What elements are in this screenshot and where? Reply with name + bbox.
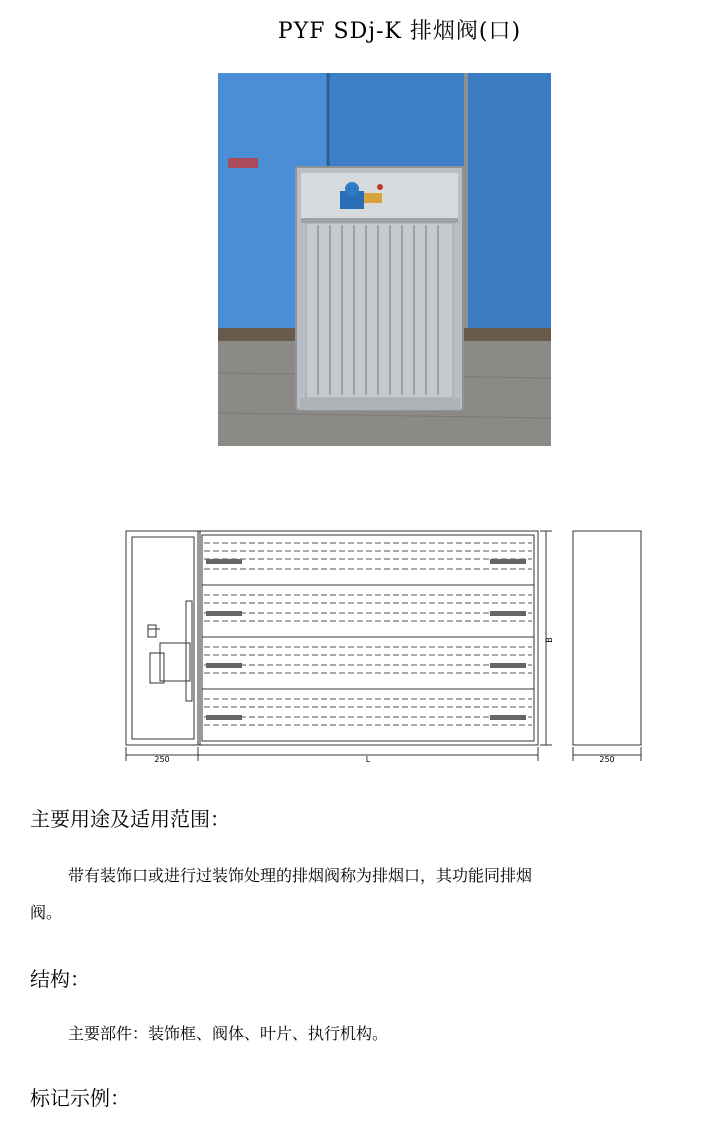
section-heading-usage: 主要用途及适用范围： (30, 807, 230, 831)
section-heading-marking: 标记示例： (30, 1086, 130, 1110)
usage-body-line1: 带有装饰口或进行过装饰处理的排烟阀称为排烟口，其功能同排烟 (68, 866, 533, 885)
dim-depth: 250 (599, 755, 615, 764)
smoke-exhaust-valve-photo (218, 73, 551, 446)
dim-side-width: 250 (154, 755, 170, 764)
structure-body: 主要部件：装饰框、阀体、叶片、执行机构。 (68, 1024, 389, 1043)
section-heading-structure: 结构： (30, 967, 90, 991)
page-title: PYF SDj-K 排烟阀(口) (277, 19, 522, 44)
dim-length: L (365, 755, 371, 764)
technical-drawing (120, 525, 650, 765)
dim-height: B (545, 637, 554, 643)
usage-body-line2: 阀。 (30, 903, 63, 922)
